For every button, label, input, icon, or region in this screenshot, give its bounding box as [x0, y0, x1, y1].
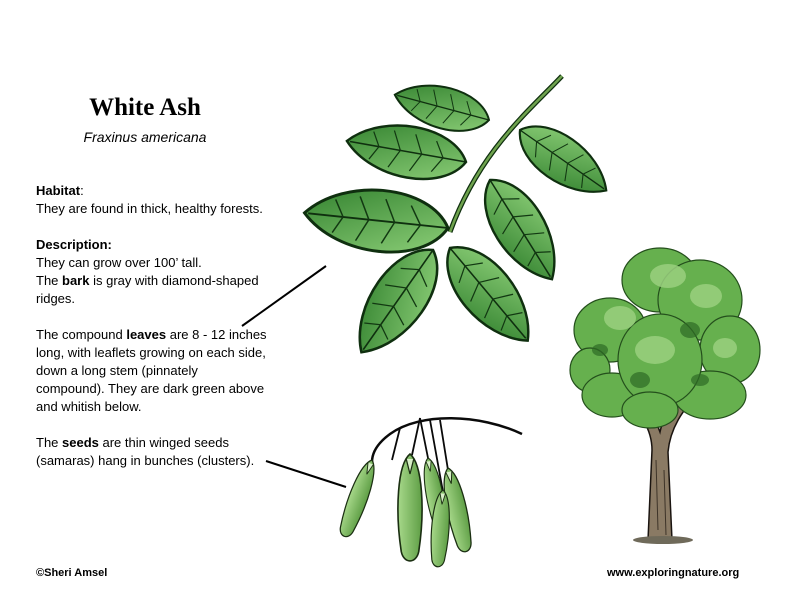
seeds-pre: The — [36, 435, 63, 450]
habitat-text: They are found in thick, healthy forests. — [36, 201, 263, 216]
leaves-pre: The compound — [36, 327, 127, 342]
compound-leaf-illustration — [301, 75, 619, 368]
habitat-heading: Habitat — [36, 183, 81, 198]
habitat-heading-colon: : — [80, 183, 84, 198]
seeds-post: are thin winged seeds (samaras) hang in bunches (clusters). — [36, 435, 255, 468]
tree-illustration — [570, 248, 760, 544]
scientific-name: Fraxinus americana — [83, 129, 207, 145]
page-title: White Ash — [89, 94, 201, 121]
copyright-text: ©Sheri Amsel — [36, 567, 108, 579]
description-height: They can grow over 100’ tall. — [36, 255, 202, 270]
bark-term: bark — [62, 273, 90, 288]
seeds-term: seeds — [62, 435, 99, 450]
description-heading: Description: — [36, 237, 112, 252]
leaves-pointer-line — [242, 266, 326, 326]
seed-cluster-illustration — [336, 418, 522, 567]
leaves-term: leaves — [126, 327, 167, 342]
seeds-pointer-line — [266, 461, 346, 487]
bark-post: is gray with diamond-shaped ridges. — [36, 273, 259, 306]
leaves-post: are 8 - 12 inches long, with leaflets growing on each side, down a long stem (pinnately compound). They are dark green above and whitish below. — [36, 327, 267, 414]
website-link[interactable]: www.exploringnature.org — [607, 567, 740, 579]
bark-pre: The — [36, 273, 63, 288]
